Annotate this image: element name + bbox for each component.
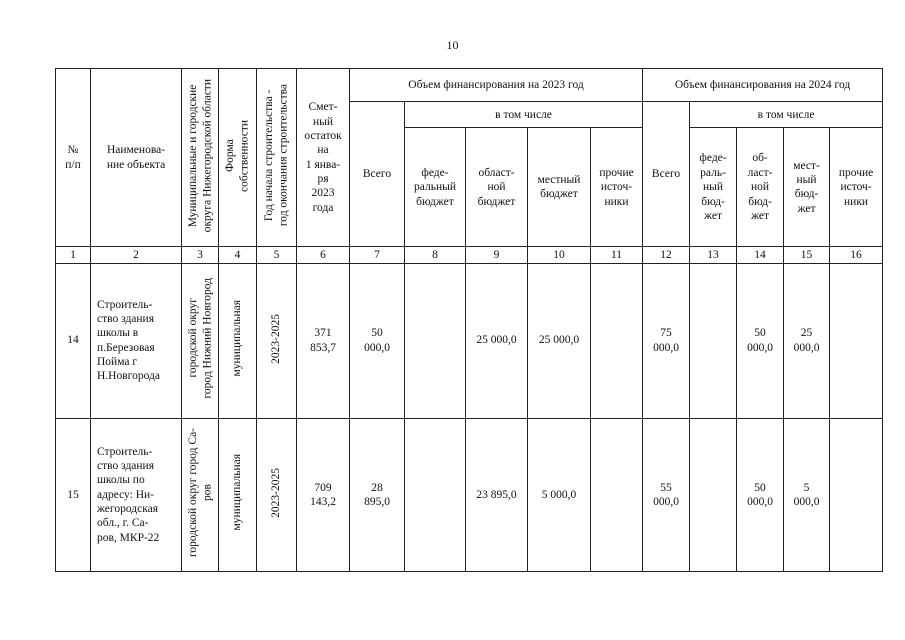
row-oth-2024 <box>830 263 883 418</box>
column-number: 6 <box>297 247 350 263</box>
table-row <box>56 263 883 418</box>
row-fed-2024 <box>690 263 737 418</box>
table-row <box>56 418 883 571</box>
row-ownership-cell <box>219 418 257 571</box>
column-number: 12 <box>643 247 690 263</box>
column-numbers-row <box>56 247 883 263</box>
row-years-cell <box>257 263 297 418</box>
row-estimate: 371 853,7 <box>297 263 350 418</box>
row-years-cell <box>257 418 297 571</box>
row-num: 15 <box>56 418 91 571</box>
financing-table <box>55 68 883 572</box>
header-total-2023: Всего <box>350 102 405 247</box>
header-reg-2023: област- ной бюджет <box>466 128 528 247</box>
row-reg-2024: 50 000,0 <box>737 418 784 571</box>
row-object-name: Строитель- ство здания школы в п.Березовая Пойма г Н.Новгорода <box>91 263 182 418</box>
column-number: 14 <box>737 247 784 263</box>
header-incl-2024: в том числе <box>690 102 883 128</box>
column-number: 15 <box>784 247 830 263</box>
header-fed-2023: феде- ральный бюджет <box>405 128 466 247</box>
row-ownership: муниципальная <box>231 454 244 531</box>
row-loc-2023: 25 000,0 <box>528 263 591 418</box>
header-oth-2024: прочие источ- ники <box>830 128 883 247</box>
row-loc-2023: 5 000,0 <box>528 418 591 571</box>
header-name: Наименова- ние объекта <box>91 69 182 247</box>
column-number: 1 <box>56 247 91 263</box>
header-oth-2023: прочие источ- ники <box>591 128 643 247</box>
row-ownership-cell <box>219 263 257 418</box>
page-number: 10 <box>446 38 459 52</box>
header-ownership: Форма собственности <box>224 119 251 192</box>
row-oth-2024 <box>830 418 883 571</box>
header-loc-2023: местный бюджет <box>528 128 591 247</box>
header-district: Муниципальные и городские округа Нижегородской области <box>186 78 213 233</box>
column-number: 8 <box>405 247 466 263</box>
column-number: 9 <box>466 247 528 263</box>
header-group-2024: Объем финансирования на 2024 год <box>643 69 883 102</box>
header-years-cell <box>257 69 297 247</box>
row-loc-2024: 25 000,0 <box>784 263 830 418</box>
column-number: 16 <box>830 247 883 263</box>
column-number: 3 <box>182 247 219 263</box>
row-loc-2024: 5 000,0 <box>784 418 830 571</box>
header-row-1 <box>56 69 883 102</box>
row-district: городской округ город Нижний Новгород <box>186 278 213 399</box>
row-fed-2024 <box>690 418 737 571</box>
header-loc-2024: мест- ный бюд- жет <box>784 128 830 247</box>
row-object-name: Строитель- ство здания школы по адресу: Ни- жегородская обл., г. Са- ров, МКР-22 <box>91 418 182 571</box>
row-total-2024: 55 000,0 <box>643 418 690 571</box>
row-oth-2023 <box>591 418 643 571</box>
row-num: 14 <box>56 263 91 418</box>
row-district-cell <box>182 263 219 418</box>
column-number: 11 <box>591 247 643 263</box>
header-total-2024: Всего <box>643 102 690 247</box>
column-number: 4 <box>219 247 257 263</box>
row-fed-2023 <box>405 263 466 418</box>
row-district: городской округ город Са- ров <box>186 428 213 558</box>
row-total-2023: 28 895,0 <box>350 418 405 571</box>
header-reg-2024: об- ласт- ной бюд- жет <box>737 128 784 247</box>
column-number: 7 <box>350 247 405 263</box>
header-ownership-cell <box>219 69 257 247</box>
column-number: 5 <box>257 247 297 263</box>
header-incl-2023: в том числе <box>405 102 643 128</box>
column-number: 10 <box>528 247 591 263</box>
row-ownership: муниципальная <box>231 300 244 377</box>
row-total-2023: 50 000,0 <box>350 263 405 418</box>
header-estimate: Смет- ный остаток на 1 янва- ря 2023 года <box>297 69 350 247</box>
row-estimate: 709 143,2 <box>297 418 350 571</box>
row-reg-2023: 25 000,0 <box>466 263 528 418</box>
header-district-cell <box>182 69 219 247</box>
row-fed-2023 <box>405 418 466 571</box>
row-district-cell <box>182 418 219 571</box>
column-number: 2 <box>91 247 182 263</box>
row-years: 2023-2025 <box>270 467 283 518</box>
row-oth-2023 <box>591 263 643 418</box>
header-num: № п/п <box>56 69 91 247</box>
row-reg-2024: 50 000,0 <box>737 263 784 418</box>
row-reg-2023: 23 895,0 <box>466 418 528 571</box>
header-years: Год начала строительства - год окончания строительства <box>263 84 290 227</box>
header-fed-2024: феде- раль- ный бюд- жет <box>690 128 737 247</box>
column-number: 13 <box>690 247 737 263</box>
row-total-2024: 75 000,0 <box>643 263 690 418</box>
row-years: 2023-2025 <box>270 313 283 364</box>
header-group-2023: Объем финансирования на 2023 год <box>350 69 643 102</box>
